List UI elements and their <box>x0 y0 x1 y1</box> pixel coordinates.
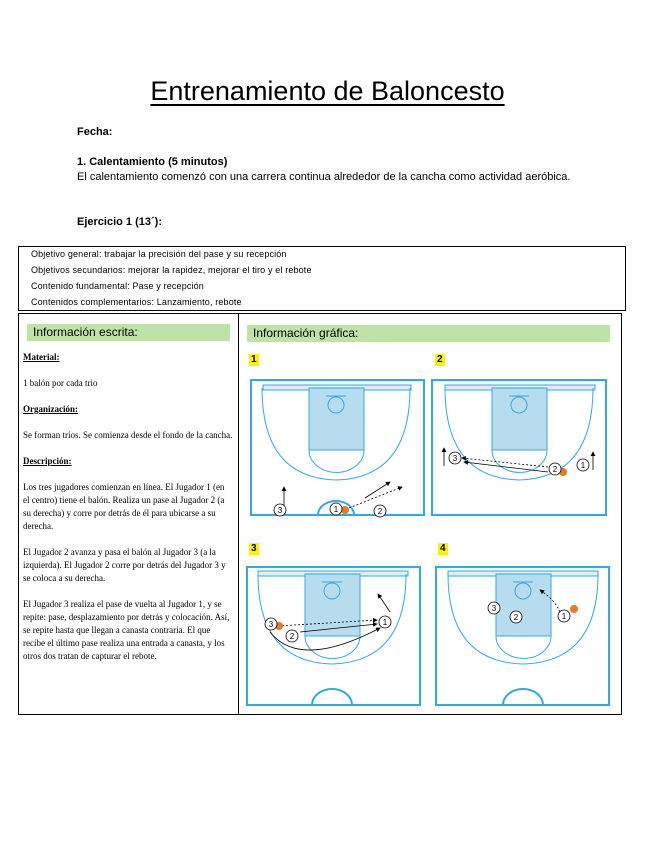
player-number: 1 <box>382 618 388 627</box>
material-text: 1 balón por cada trio <box>23 378 98 388</box>
objective-general: Objetivo general: trabajar la precisión del pase y su recepción <box>31 249 287 259</box>
player-number: 1 <box>333 505 339 514</box>
court-diagram-4 <box>436 567 609 705</box>
player-number: 2 <box>513 613 519 622</box>
material-heading: Material: <box>23 352 60 362</box>
organizacion-heading: Organización: <box>23 404 78 414</box>
player-number: 3 <box>491 604 497 613</box>
center-circle-3 <box>312 689 352 705</box>
diagram-3-label: 3 <box>251 543 257 554</box>
content-complementary: Contenidos complementarios: Lanzamiento, rebote <box>31 297 242 307</box>
ft-circle-4 <box>496 636 551 658</box>
player-number: 2 <box>377 507 383 516</box>
ejercicio-heading: Ejercicio 1 (13´): <box>77 216 162 228</box>
center-circle-4 <box>503 689 543 705</box>
descripcion-paragraph-3: El Jugador 3 realiza el pase de vuelta al Jugador 1, y se repite: pase, desplazamiento por detrás y colocación. Así, se repite hasta que llegan a canasta contraria. El que recibe el último pase realiza una entrada a canasta, y los otros dos tratan de capturar el rebote. <box>23 599 230 661</box>
run-path-3c <box>378 594 390 612</box>
content-fundamental: Contenido fundamental: Pase y recepción <box>31 281 204 291</box>
court-diagram-2 <box>432 380 606 515</box>
ball-4 <box>570 605 578 613</box>
diagram-2-label: 2 <box>437 354 443 365</box>
diagram-4-label: 4 <box>440 543 446 554</box>
info-escrita-label: Información escrita: <box>27 324 230 341</box>
ft-circle-1 <box>309 450 364 472</box>
descripcion-paragraph-1: Los tres jugadores comienzan en línea. El Jugador 1 (en el centro) tiene el balón. Realiza un pase al Jugador 2 (a su derecha) y corre por detrás de él para ubicarse a su derecha. <box>23 482 225 531</box>
player-number: 3 <box>268 620 274 629</box>
ft-circle-2 <box>492 450 547 472</box>
descripcion-paragraph-2: El Jugador 2 avanza y pasa el balón al Jugador 3 (a la izquierda). El Jugador 2 corre por detrás del Jugador 3 y se coloca a su derecha. <box>23 547 226 583</box>
player-number: 2 <box>289 632 295 641</box>
player-number: 3 <box>277 506 283 515</box>
objective-secondary: Objetivos secundarios: mejorar la rapidez, mejorar el tiro y el rebote <box>31 265 312 275</box>
organizacion-text: Se forman tríos. Se comienza desde el fondo de la cancha. <box>23 430 233 440</box>
calentamiento-heading: 1. Calentamiento (5 minutos) <box>77 156 228 168</box>
diagram-1-label: 1 <box>251 354 257 365</box>
calentamiento-text: El calentamiento comenzó con una carrera continua alrededor de la cancha como actividad aeróbica. <box>77 171 571 183</box>
pass-path-1 <box>349 487 402 508</box>
run-path-1b <box>365 482 390 498</box>
descripcion-heading: Descripción: <box>23 456 72 466</box>
page-title: Entrenamiento de Baloncesto <box>150 76 505 106</box>
pass-path-2 <box>462 458 548 467</box>
court-diagram-1 <box>251 380 424 515</box>
player-number: 1 <box>580 461 586 470</box>
run-path-2a <box>464 462 548 472</box>
fecha-label: Fecha: <box>77 126 113 138</box>
player-number: 1 <box>561 612 567 621</box>
court-diagram-3 <box>247 567 420 705</box>
info-grafica-label: Información gráfica: <box>247 325 610 342</box>
player-number: 2 <box>552 465 558 474</box>
player-number: 3 <box>452 454 458 463</box>
